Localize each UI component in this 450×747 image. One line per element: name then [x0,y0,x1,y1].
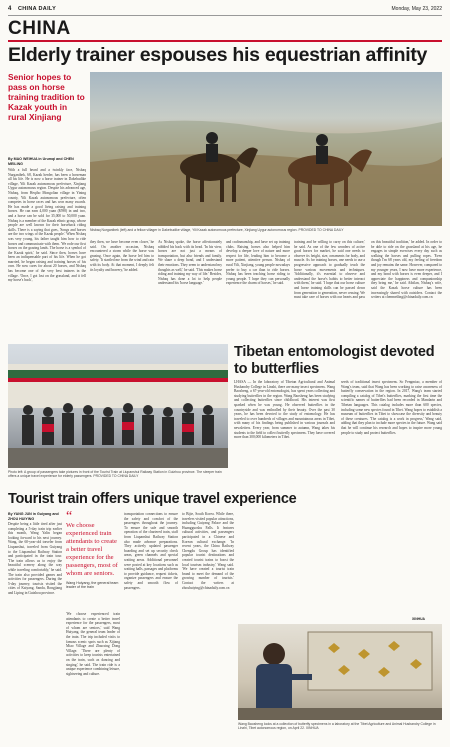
story1-deck: Senior hopes to pass on horse training tradition to Kazak youth in rural Xinjiang [8,72,85,122]
horses-photo-scene [90,72,442,226]
headline-story3: Tourist train offers unique travel experience [8,491,297,507]
story2-byline: XINHUA [412,617,425,621]
train-group-photo [8,344,228,468]
butterfly-photo-scene [238,624,442,720]
horses-photo-caption: Nisbaq Nurganibek (left) and a fellow villager in Dakebudike village, Yili Kazak autonomous prefecture, Xinjiang Uygur autonomous region. PROVIDED TO CHINA DAILY [90,228,344,232]
story1-col4: and craftsmanship, and have set up training clubs. Raising horses also helped him develop a deeper love of nature and more respect for life, leading him to become a more patient, attentive person. Nisbaq of rural Yili, Xinjiang, young people nowadays prefer to buy a car than to ride horses. Nisbaq has been teaching horse riding to young people. 'I hope they can personally experience the charm of horses,' he said. [226,240,290,286]
story3-col4: to Bijie, South Korea. While there, travelers visited popular attractions, including Guiyang Palace and the Huangguoshu Falls. It features cultural activities, and passengers participated in a Chinese and Korean cultural exchange. 'In recent years, the China Railway Chengdu Group has identified popular tourist destinations and created tourist trains to boost the local tourism industry,' Wang said. 'We have created a tourist train brand to meet the demand of the growing number of tourists.' Contact the writers at zhouhuiying@chinadaily.com.cn [182,512,234,590]
paper-name: CHINA DAILY [18,6,57,12]
story1-col1: With a full beard and a twinkly face, Nisbaq Nurganibek, 68, Kazak herder, has been a horseman all his life. He is now a horse trainer in Dakebudike village, Yili Kazak autonomous prefecture, Xinjiang Uygur autonomous region. Despite his advanced age, Nisbaq, from Heqiho Mongolian village in Yining county, Yili Kazak autonomous prefecture, often competes in horse races and has won many awards. He has made a good living raising and training horses. He can earn 4,000 yuan ($598) in and two, and a horse can be sold for 35,000 to 50,000 yuan. Nisbaq is a member of the Kazak ethnic group, whose people are well known for their horseback riding skills. There is a saying that goes, 'Songs and horses are the two wings of the Kazak people.' When Nisbaq was very young, his father taught him how to ride horses and communicate with them. 'We rode our first horses on the grazing lands. The horse is a symbol of the Kazak spirit,' he said. Since then, horses have been an indispensable part of his life. When he got married, he began raising and training horses of his own. He now cares for about 20 horses, and Nisbaq has become one of the very best trainers in the village. 'Once, I got lost on the grassland, and it fell my horse's back', [8,168,86,283]
headline-story2: Tibetan entomologist devoted to butterflies [234,344,435,377]
story3-pullquote [66,509,120,590]
headline-story1: Elderly trainer espouses his equestrian affinity [8,44,428,66]
train-group-photo-scene [8,344,228,468]
pullquote-mark: “ [66,509,73,524]
story3-byline: By YANG JUN in Guiyang and ZHOU HUIYING [8,512,59,521]
story1-byline: By MAO WEIHUA in Urumqi and CHEN MEILING [8,157,74,166]
story3-col1: Despite being a little tired after just completing a 5-day train trip earlier this month, Wang Yalin began looking forward to his next journey. Wang, the 60-year-old traveler from Liupanshui, traveled from Guiyang to the Liupanshui Railway Station and participated in the train tour. 'The train allows us to enjoy the beautiful scenery along the way while traveling comfortably,' he said. The train also provided games and activities for passengers. During the 5-day journey, tourists visited the cities of Kaiyang, Sandu, Rongjiang and Liping in Guizhou province. [8,522,62,595]
section-rule [8,40,442,42]
page-number: 4 [8,6,12,12]
butterfly-photo-caption: Wang Baosheng looks at a collection of butterfly specimens in a laboratory at the Tibet Agriculture and Animal Husbandry College in Linzhi, Tibet autonomous region, on April 22. XINHUA [238,722,436,731]
story1-col3: As Nisbaq spoke, the horse affectionately nibbled his back with its head. 'In his view, horses are not just a means of transportation, but also friends and family. We share a deep bond, and I understand their emotions. They seem to understand my thoughts as well,' he said. 'This makes horse riding and training my way of life.' Besides, Nisbaq has done a lot to help people understand his 'horse language.' [158,240,222,286]
story1-col5-right: training and be willing to carry on this culture,' he said. As one of the few wonders of active good horses for market, he said one needs to observe its height, size, ornaments for body, and muscle. As for training horses, one needs to use a progressive approach to gradually teach the horse various movements and techniques. 'Additionally, it's essential to observe and understand the horse's habits to better interact with them,' he said. 'I hope that our horse culture and horse training skills can be passed down from generation to generation, never ceasing. We must take care of horses with our hearts and pass on this beautiful tradition,' he added. In order to be able to ride on the grassland at his age, he engages in simple exercises every day such as walking the horses and pulling ropes. 'Even though I'm 68 years old, my feeling of freedom and joy remains the same. However, compared to my younger years, I now have more experience, and my bond with horses is even deeper, and I appreciate the happiness and companionship they bring me,' he said. Aibilan, Nisbaq's wife, said the Kazak horse culture has been increasingly shared with outsiders. Contact the writers at chenmeiling@chinadaily.com.cn [294,240,442,300]
story2-col2: seeds of traditional insect specimens. So Fengmiao, a member of Wang's team, said that Wang has been working to raise awareness of butterfly conservation in the region. In 2017, Wang's team started compiling a catalog of Tibet's butterflies, marking the first time the scientific names of butterflies had been recorded in Mandarin and Tibetan languages. This catalog includes more than 600 species, including some new species found in Tibet. Wang hopes to establish a museum of butterflies in Tibet to showcase the diversity and beauty of these creatures. 'The catalog is a work in progress,' Wang said, adding that they plan to include more species in the future. Wang said that he will continue his research and hopes to inspire more young people to study and protect butterflies. [341,380,442,435]
horses-photo [90,72,442,226]
story3-col3: transportation connections to ensure the safety and comfort of the passengers throughout the journey. To ensure the safe and smooth operation of the chartered train, staff from Liupanshui Railway Station also made advance preparations. They actively updated passenger boarding and set up security check areas, green channels and special waiting areas. Additional personnel were posted at key locations such as waiting halls, passages and platforms to provide guidance, request tickets, organize passengers and ensure the safety and smooth flow of passengers. [124,512,178,590]
train-group-caption: Photo left: A group of passengers take pictures in front of the Tourist Train at Liupanshui Railway Station in Guizhou province. The sleeper train offers a unique travel experience for elderly passengers. PROVIDED TO CHINA DAILY [8,470,222,479]
section-title: CHINA [8,18,71,39]
issue-date: Monday, May 23, 2022 [391,6,442,12]
butterfly-photo [238,624,442,720]
masthead-rule [8,15,442,16]
pullquote-attribution: Wang Huiyang, the general team leader of the train [66,581,119,590]
story2-col1: LHASA — In the laboratory of Tibetan Agricultural and Animal Husbandry College in Linzhi, there are many insect specimens. Wang Baosheng, a 67-year-old entomologist, has spent years collecting and studying butterflies in the region. Wang Baosheng has been studying and collecting butterflies since childhood. His interest was first sparked when he was young. He observed butterflies in the countryside and was enthralled by their beauty. Over the past 30 years, he has been devoted to the study of entomology. He has traveled to over hundreds of villages and mountainous areas in Tibet, with many of his findings being published in various journals and newsletters. Every year, from summer to autumn, Wang takes his students to the field to collect butterfly specimens. They have covered more than 300,000 kilometers in Tibet. [234,380,335,440]
story3-col2: 'We choose experienced train attendants to create a better travel experience for the passengers, most of whom are seniors,' said Wang Huiyang, the general team leader of the train. The trip included visits to famous scenic spots such as Xijiang Miao Village and Zhaoxing Dong Village. 'There are plenty of activities to keep tourists entertained on the train, such as dancing and singing,' he said. The train ride is a unique experience combining leisure, sightseeing and culture. [66,612,120,676]
pullquote-text: We choose experienced train attendants to create a better travel experience for the passengers, most of whom are seniors. [66,522,118,577]
story1-col2: they then, we have become even closer,' he said. On another occasion, Nisbaq encountered a storm while the horse was grazing. Once again, the horse led him to safety. 'It startled me from the wind and rain with its body. At that moment, I deeply felt its loyalty and bravery,' he added. [90,240,154,272]
